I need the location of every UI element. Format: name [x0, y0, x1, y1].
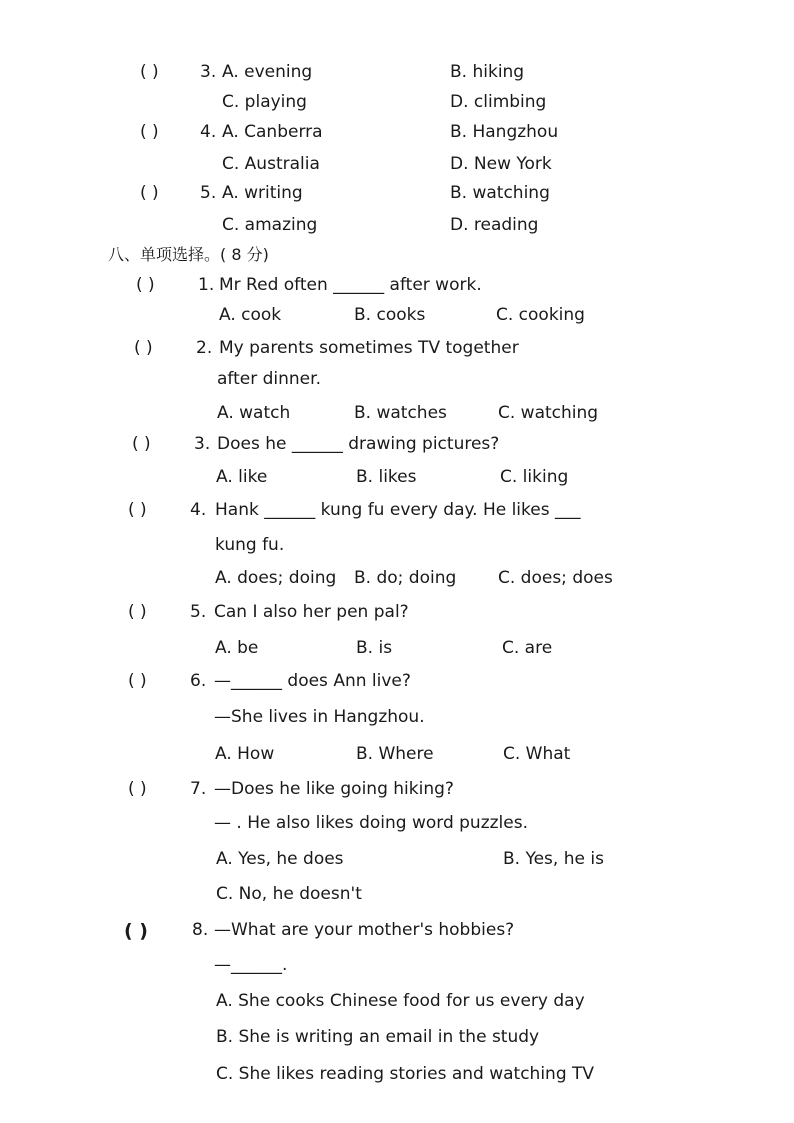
question-stem: Mr Red often ______ after work. — [219, 275, 482, 295]
option-c: C. liking — [500, 467, 569, 487]
question-number: 1. — [198, 275, 215, 295]
option-b: B. do; doing — [354, 568, 457, 588]
option-a: A. writing — [222, 183, 303, 203]
option-a: A. Canberra — [222, 122, 323, 142]
question-stem-continued: kung fu. — [215, 535, 285, 555]
option-a: A. be — [215, 638, 259, 658]
option-c: C. She likes reading stories and watching TV — [216, 1064, 595, 1084]
question-stem: Can I also her pen pal? — [214, 602, 409, 622]
option-a: A. Yes, he does — [216, 849, 344, 869]
question-stem: —Does he like going hiking? — [214, 779, 454, 799]
option-a: A. watch — [217, 403, 291, 423]
question-paren: ( ) — [128, 779, 147, 799]
option-c: C. What — [503, 744, 571, 764]
question-number: 2. — [196, 338, 213, 358]
option-b: B. watching — [450, 183, 550, 203]
question-paren: ( ) — [140, 122, 159, 142]
question-paren: ( ) — [136, 275, 155, 295]
option-c: C. No, he doesn't — [216, 884, 362, 904]
option-c: C. amazing — [222, 215, 318, 235]
option-a: A. cook — [219, 305, 282, 325]
option-b: B. Where — [356, 744, 434, 764]
option-b: B. hiking — [450, 62, 525, 82]
option-b: B. likes — [356, 467, 417, 487]
question-stem: My parents sometimes TV together — [219, 338, 519, 358]
question-paren: ( ) — [128, 500, 147, 520]
option-c: C. Australia — [222, 154, 320, 174]
option-c: C. playing — [222, 92, 307, 112]
option-c: C. watching — [498, 403, 599, 423]
question-stem-continued: — . He also likes doing word puzzles. — [214, 813, 528, 833]
question-stem-continued: —______. — [214, 955, 288, 975]
question-number: 5. — [200, 183, 217, 203]
question-paren: ( ) — [124, 920, 148, 942]
option-a: A. evening — [222, 62, 313, 82]
question-number: 4. — [200, 122, 217, 142]
question-stem: —What are your mother's hobbies? — [214, 920, 515, 940]
question-stem-continued: —She lives in Hangzhou. — [214, 707, 425, 727]
question-number: 7. — [190, 779, 207, 799]
option-a: A. does; doing — [215, 568, 337, 588]
question-paren: ( ) — [140, 183, 159, 203]
question-number: 8. — [192, 920, 209, 940]
question-paren: ( ) — [132, 434, 151, 454]
question-stem: Does he ______ drawing pictures? — [217, 434, 500, 454]
question-number: 3. — [200, 62, 217, 82]
option-d: D. climbing — [450, 92, 547, 112]
question-paren: ( ) — [134, 338, 153, 358]
option-d: D. reading — [450, 215, 539, 235]
question-stem: —______ does Ann live? — [214, 671, 411, 691]
option-c: C. does; does — [498, 568, 613, 588]
option-a: A. She cooks Chinese food for us every day — [216, 991, 585, 1011]
option-b: B. watches — [354, 403, 447, 423]
question-paren: ( ) — [140, 62, 159, 82]
question-stem: Hank ______ kung fu every day. He likes ___ — [215, 500, 581, 520]
question-paren: ( ) — [128, 671, 147, 691]
option-b: B. cooks — [354, 305, 426, 325]
option-a: A. like — [216, 467, 268, 487]
option-b: B. She is writing an email in the study — [216, 1027, 540, 1047]
option-a: A. How — [215, 744, 275, 764]
question-number: 5. — [190, 602, 207, 622]
question-paren: ( ) — [128, 602, 147, 622]
question-number: 4. — [190, 500, 207, 520]
option-c: C. are — [502, 638, 553, 658]
section-title: 八、单项选择。( 8 分) — [108, 245, 269, 264]
option-d: D. New York — [450, 154, 552, 174]
question-number: 6. — [190, 671, 207, 691]
option-c: C. cooking — [496, 305, 585, 325]
option-b: B. is — [356, 638, 393, 658]
question-number: 3. — [194, 434, 211, 454]
option-b: B. Yes, he is — [503, 849, 604, 869]
question-stem-continued: after dinner. — [217, 369, 321, 389]
option-b: B. Hangzhou — [450, 122, 559, 142]
